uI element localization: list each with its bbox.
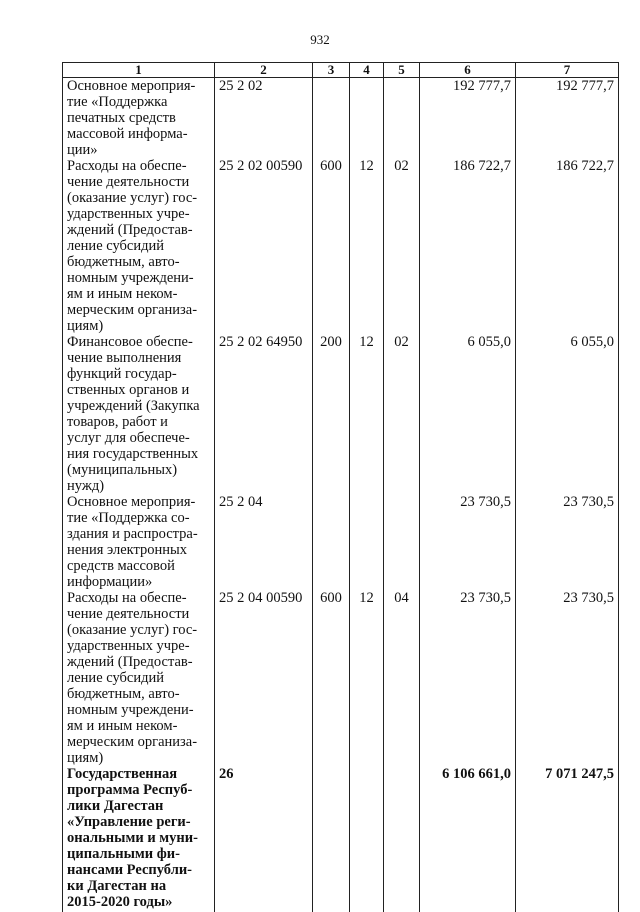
row-amount-7: 186 722,7 [516,158,619,334]
row-section: 12 [350,590,384,766]
row-section [350,78,384,159]
row-section: 12 [350,334,384,494]
row-code: 25 2 04 [215,494,313,590]
row-expense-type: 600 [313,590,350,766]
row-section [350,494,384,590]
table-row [63,334,619,494]
row-section [350,766,384,912]
row-amount-6: 192 777,7 [420,78,516,159]
row-amount-7: 192 777,7 [516,78,619,159]
column-header-1: 1 [63,63,215,78]
table-row [63,590,619,766]
row-amount-6: 6 106 661,0 [420,766,516,912]
row-amount-7: 7 071 247,5 [516,766,619,912]
row-expense-type [313,78,350,159]
row-code: 25 2 02 64950 [215,334,313,494]
row-amount-7: 6 055,0 [516,334,619,494]
row-expense-type [313,494,350,590]
row-subsection: 02 [384,158,420,334]
row-subsection: 04 [384,590,420,766]
column-header-4: 4 [350,63,384,78]
row-code: 26 [215,766,313,912]
row-subsection [384,766,420,912]
row-description: Государственная программа Респуб- лики Дагестан «Управление реги- ональными и муни- ципальными фи- нансами Республи- ки Дагестан на 2015-2020 годы» [63,766,215,912]
column-header-5: 5 [384,63,420,78]
row-expense-type: 200 [313,334,350,494]
row-amount-6: 23 730,5 [420,590,516,766]
row-description: Основное мероприя- тие «Поддержка печатных средств массовой информа- ции» [63,78,215,159]
row-description: Основное мероприя- тие «Поддержка со- здания и распростра- нения электронных средств массовой информации» [63,494,215,590]
row-description: Расходы на обеспе- чение деятельности (оказание услуг) гос- ударственных учре- ждений (Предостав- ление субсидий бюджетным, авто- номным учреждени- ям и иным неком- мерческим организа- циям) [63,590,215,766]
page-number: 932 [310,32,330,47]
table-row [63,494,619,590]
table-row [63,78,619,159]
row-description: Расходы на обеспе- чение деятельности (оказание услуг) гос- ударственных учре- ждений (Предостав- ление субсидий бюджетным, авто- номным учреждени- ям и иным неком- мерческим организа- циям) [63,158,215,334]
row-subsection [384,494,420,590]
column-header-7: 7 [516,63,619,78]
table-row [63,158,619,334]
budget-table [62,62,619,912]
row-code: 25 2 02 [215,78,313,159]
header-row [63,63,619,78]
row-expense-type [313,766,350,912]
row-description: Финансовое обеспе- чение выполнения функций государ- ственных органов и учреждений (Закупка товаров, работ и услуг для обеспече- ния государственных (муниципальных) нужд) [63,334,215,494]
row-expense-type: 600 [313,158,350,334]
column-header-2: 2 [215,63,313,78]
row-amount-6: 6 055,0 [420,334,516,494]
row-subsection [384,78,420,159]
column-header-3: 3 [313,63,350,78]
row-amount-7: 23 730,5 [516,590,619,766]
table-row [63,766,619,912]
row-code: 25 2 02 00590 [215,158,313,334]
row-amount-6: 186 722,7 [420,158,516,334]
row-section: 12 [350,158,384,334]
column-header-6: 6 [420,63,516,78]
row-amount-6: 23 730,5 [420,494,516,590]
row-amount-7: 23 730,5 [516,494,619,590]
row-subsection: 02 [384,334,420,494]
row-code: 25 2 04 00590 [215,590,313,766]
